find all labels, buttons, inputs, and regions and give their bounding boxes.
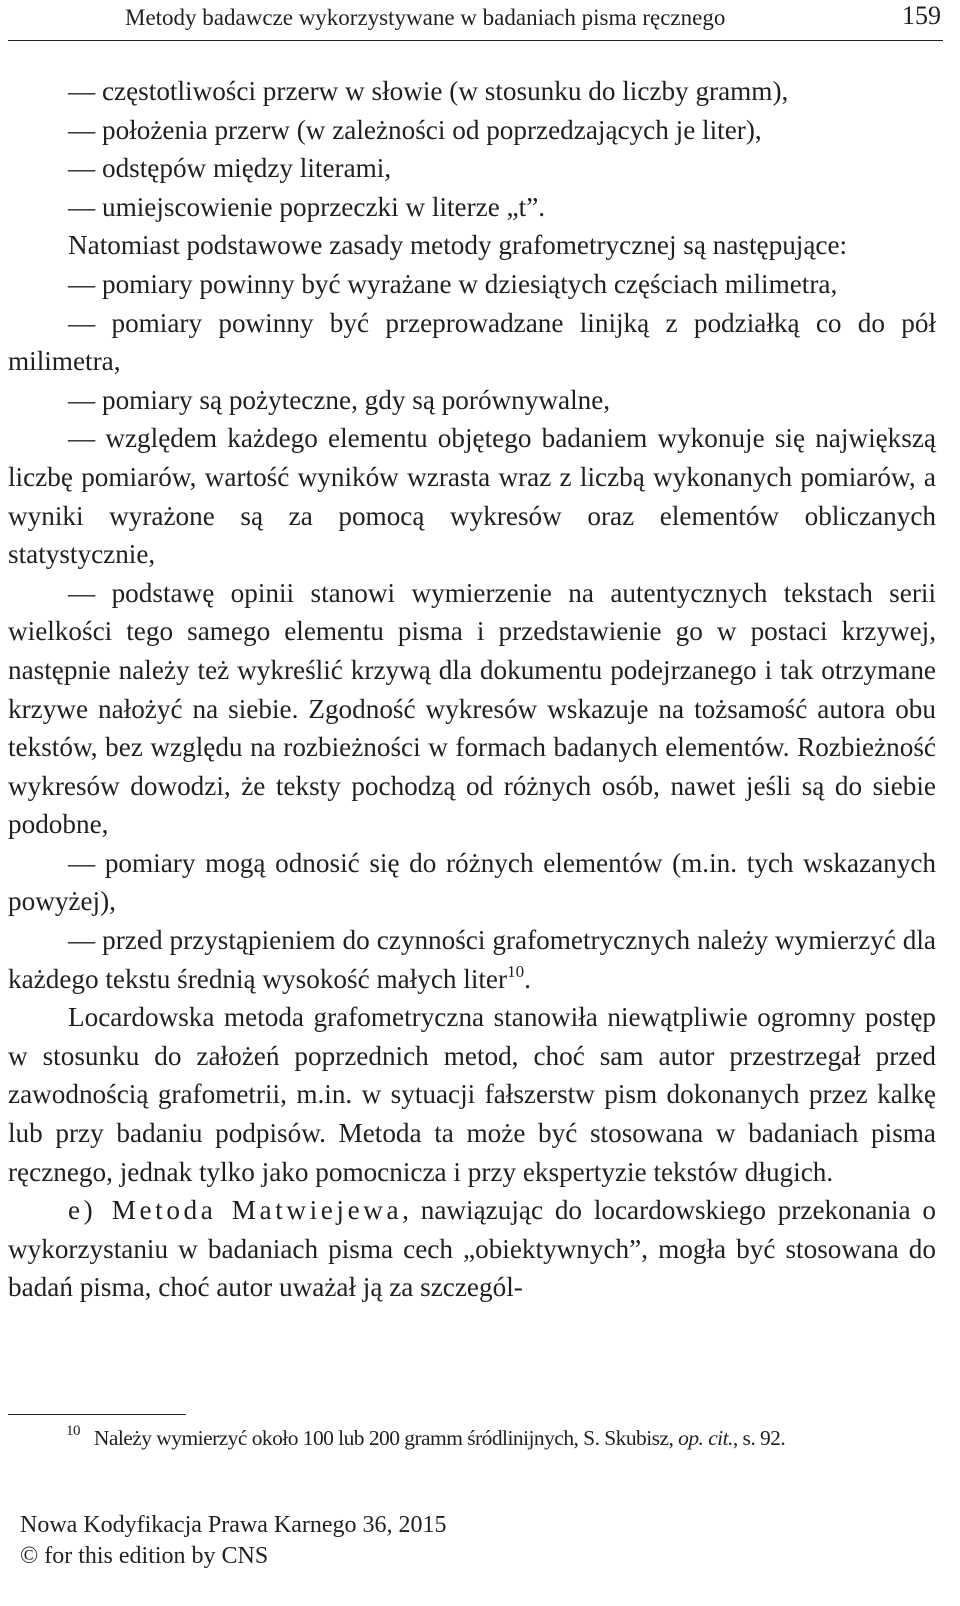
running-title: Metody badawcze wykorzystywane w badaniach pisma ręcznego [125, 5, 726, 30]
principle-item: — pomiary mogą odnosić się do różnych elementów (m.in. tych wskazanych powyżej), [8, 847, 936, 917]
list-item: — częstotliwości przerw w słowie (w stosunku do liczby gramm), [68, 76, 789, 106]
principle-item: — względem każdego elementu objętego badaniem wykonuje się największą liczbę pomiarów, wartość wyników wzrasta wraz z liczbą wykonanych pomiarów, a wyniki wyrażone są za pomocą wykresów oraz elementów obliczanych statystycznie, [8, 423, 936, 570]
imprint [20, 1510, 447, 1572]
footnote-reference[interactable]: 10 [507, 961, 525, 981]
main-text [8, 72, 936, 1307]
footnote-divider [8, 1414, 186, 1415]
paragraph-matwiejew [8, 1191, 936, 1307]
list-item: — umiejscowienie poprzeczki w literze „t”. [68, 191, 546, 222]
copyright-line: © for this edition by CNS [20, 1543, 269, 1569]
principle-end: . [524, 963, 531, 994]
journal-line: Nowa Kodyfikacja Prawa Karnego 36, 2015 [20, 1512, 447, 1538]
principle-item: — pomiary powinny być wyrażane w dziesiątych częściach milimetra, [68, 268, 838, 299]
list-item: — odstępów między literami, [68, 153, 392, 184]
principle-item: — podstawę opinii stanowi wymierzenie na autentycznych tekstach serii wielkości tego samego elementu pisma i przedstawienie go w postaci krzywej, następnie należy też wykreślić krzywą dla dokumentu podejrzanego i tak otrzymane krzywe nałożyć na siebie. Zgodność wykresów wskazuje na tożsamość autora obu tekstów, bez względu na rozbieżności w formach badanych elementów. Rozbieżność wykresów dowodzi, że teksty pochodzą od różnych osób, nawet jeśli są do siebie podobne, [8, 577, 936, 840]
section-label: e) Metoda Matwiejewa [68, 1195, 403, 1226]
page-number: 159 [902, 1, 941, 30]
running-header [8, 0, 943, 41]
list-item: — położenia przerw (w zależności od poprzedzających je liter), [68, 114, 762, 145]
footnote-number: 10 [66, 1423, 80, 1439]
principle-item: — pomiary są pożyteczne, gdy są porównywalne, [68, 384, 611, 415]
paragraph-text: , nawiązując do locardowskiego przekonania o wykorzystaniu w badaniach pisma cech „obiektywnych”, mogła być stosowana do badań pisma, choć autor uważał ją za szczegól- [8, 1195, 936, 1303]
paragraph-locard: Locardowska metoda grafometryczna stanowiła niewątpliwie ogromny postęp w stosunku do założeń poprzednich metod, choć sam autor przestrzegał przed zawodnością grafometrii, m.in. w sytuacji fałszerstw pism dokonanych przez kalkę lub przy badaniu podpisów. Metoda ta może być stosowana w badaniach pisma ręcznego, jednak tylko jako pomocnicza i przy ekspertyzie tekstów długich. [8, 1002, 936, 1187]
principle-text: — przed przystąpieniem do czynności grafometrycznych należy wymierzyć dla każdego tekstu średnią wysokość małych liter [8, 925, 936, 994]
footnote [66, 1423, 786, 1451]
intro-paragraph: Natomiast podstawowe zasady metody grafometrycznej są następujące: [68, 230, 848, 261]
principle-item: — pomiary powinny być przeprowadzane linijką z podziałką co do pół milimetra, [8, 307, 936, 377]
footnote-text: Należy wymierzyć około 100 lub 200 gramm śródlinijnych, S. Skubisz, [93, 1426, 674, 1450]
footnote-tail: , s. 92. [732, 1426, 786, 1450]
principle-item-last [8, 921, 936, 998]
footnote-italic: op. cit. [678, 1426, 733, 1450]
